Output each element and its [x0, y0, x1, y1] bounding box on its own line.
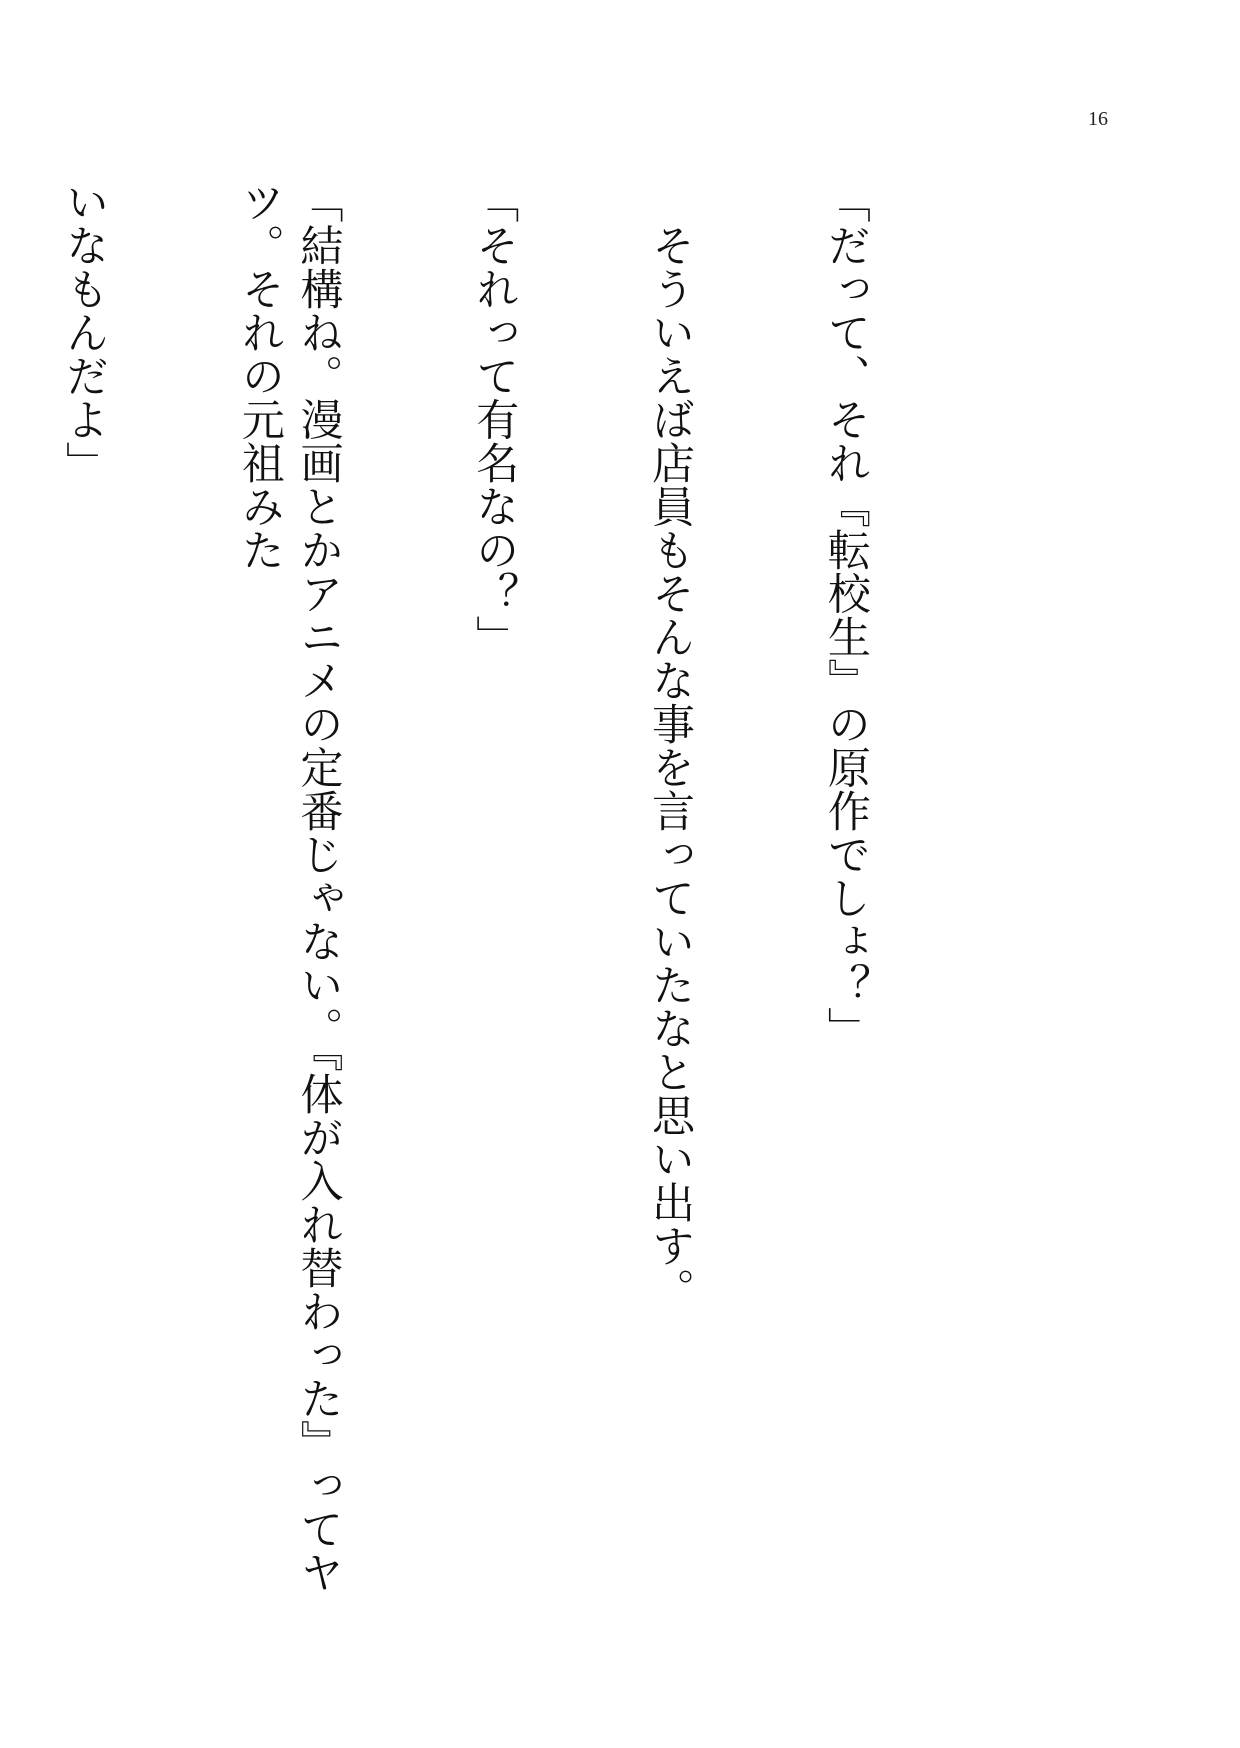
text-line: 「それって有名なの？」 — [469, 180, 520, 659]
text-line: いなもんだよ」 — [59, 180, 110, 485]
text-line: 「だって、それ『転校生』の原作でしょ？」 — [820, 180, 871, 1050]
body-text — [0, 180, 992, 1620]
text-line: そういえば店員もそんな事を言っていたなと思い出す。 — [645, 180, 696, 1311]
text-line: 「結構ね。漫画とかアニメの定番じゃない。『体が入れ替わった』ってヤツ。それの元祖みた — [234, 180, 344, 1594]
page-number: 16 — [1088, 108, 1108, 130]
